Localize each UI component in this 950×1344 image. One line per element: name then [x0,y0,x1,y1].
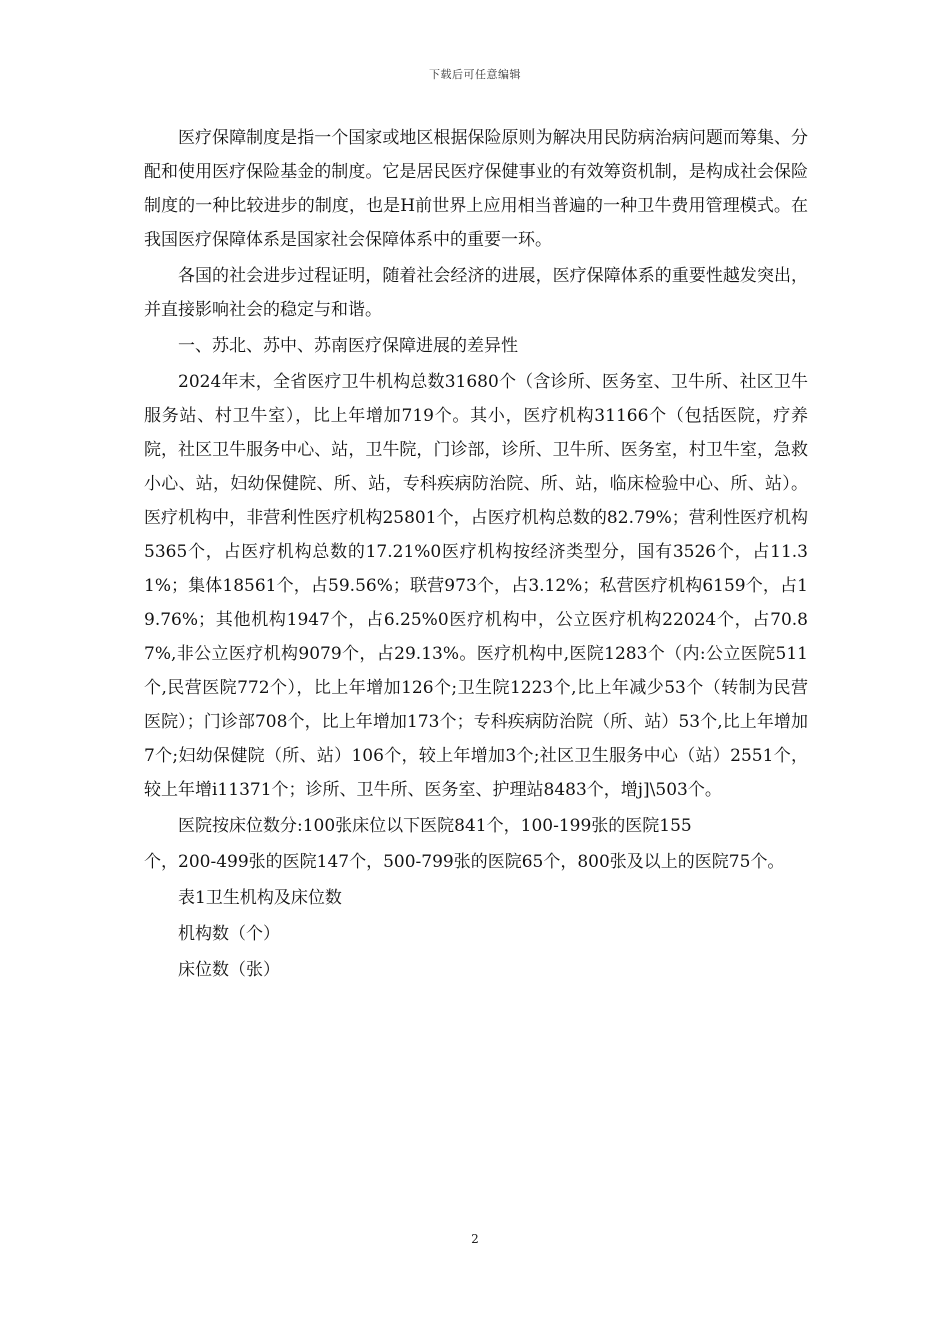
paragraph-beds-line-2: 个，200-499张的医院147个，500-799张的医院65个，800张及以上的医院75个。 [144,852,785,872]
page-header: 下载后可任意编辑 [429,68,521,81]
table-column-beds: 床位数（张） [178,960,280,980]
table-column-institutions: 机构数（个） [178,924,280,944]
paragraph-statistics: 2024年末，全省医疗卫牛机构总数31680个（含诊所、医务室、卫牛所、社区卫牛服务站、村卫牛室），比上年增加719个。其小，医疗机构31166个（包括医院，疗养院，社区卫牛服务中心、站，卫牛院，门诊部，诊所、卫牛所、医务室，村卫牛室，急救小心、站，妇幼保健院、所、站，专科疾病防治院、所、站，临床检验中心、所、站）。医疗机构中，非营利性医疗机构25801个，占医疗机构总数的82.79%；营利性医疗机构5365个，占医疗机构总数的17.21%0医疗机构按经济类型分，国有3526个，占11.31%；集体18561个，占59.56%；联营973个，占3.12%；私营医疗机构6159个，占19.76%；其他机构1947个，占6.25%0医疗机构中，公立医疗机构22024个，占70.87%,非公立医疗机构9079个，占29.13%。医疗机构中,医院1283个（内:公立医院511个,民营医院772个），比上年增加126个;卫生院1223个,比上年减少53个（转制为民营医院）；门诊部708个，比上年增加173个；专科疾病防治院（所、站）53个,比上年增加7个;妇幼保健院（所、站）106个，较上年增加3个;社区卫生服务中心（站）2551个，较上年增i11371个；诊所、卫牛所、医务室、护理站8483个，增j]\503个。 [144,372,808,800]
section-heading: 一、苏北、苏中、苏南医疗保障进展的差异性 [178,336,518,356]
paragraph-beds-line-1: 医院按床位数分:100张床位以下医院841个，100-199张的医院155 [178,816,692,836]
document-body [144,121,808,989]
paragraph-importance: 各国的社会进步过程证明，随着社会经济的进展，医疗保障体系的重要性越发突出，并直接影响社会的稳定与和谐。 [144,266,808,320]
paragraph-intro: 医疗保障制度是指一个国家或地区根据保险原则为解决用民防病治病问题而筹集、分配和使用医疗保险基金的制度。它是居民医疗保健事业的有效筹资机制，是构成社会保险制度的一种比较进步的制度，也是H前世界上应用相当普遍的一种卫牛费用管理模式。在我国医疗保障体系是国家社会保障体系中的重要一环。 [144,128,808,250]
page-number: 2 [471,1232,479,1246]
table-caption: 表1卫生机构及床位数 [178,888,342,908]
